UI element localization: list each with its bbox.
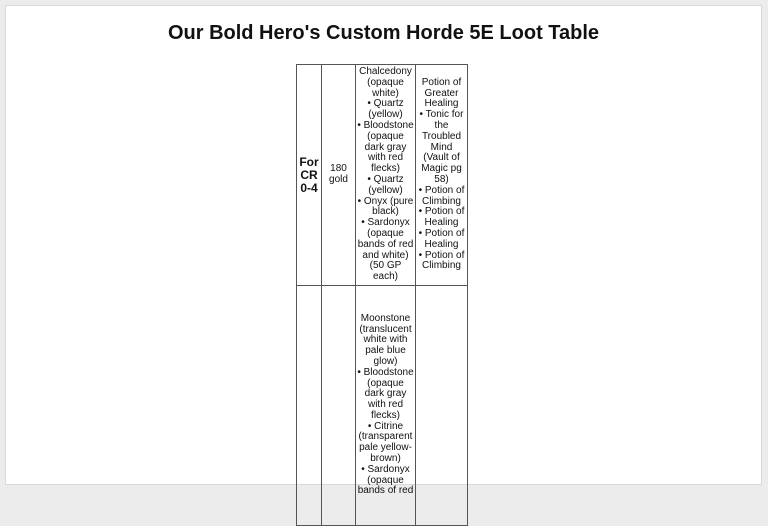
gem-line: • Sardonyx (opaque bands of red and white) [357, 217, 414, 261]
magic-items-cell [416, 286, 468, 526]
gem-line: (50 GP each) [369, 260, 402, 283]
gem-line: • Quartz (yellow) [367, 174, 404, 196]
gem-line: Chalcedony (opaque white) [359, 66, 412, 99]
cr-cell [297, 286, 322, 526]
magic-line: Potion of Greater Healing [421, 76, 462, 110]
gems-cell [356, 286, 416, 526]
magic-line: • Potion of Climbing [418, 249, 465, 272]
loot-table [296, 64, 468, 526]
magic-line: • Potion of Healing [418, 206, 465, 229]
table-row [297, 65, 468, 286]
gem-line: • Onyx (pure black) [357, 195, 414, 218]
gem-line: • Citrine (transparent pale yellow-brown) [358, 420, 413, 465]
page-title: Our Bold Hero's Custom Horde 5E Loot Table [167, 22, 600, 44]
coins-cell: 180 gold [322, 65, 356, 286]
magic-line: • Potion of Climbing [418, 184, 465, 207]
gem-line: Moonstone (translucent white with pale blue glow) [359, 312, 412, 367]
cr-cell: For CR 0-4 [297, 65, 322, 286]
gem-line: • Bloodstone (opaque dark gray with red flecks) [357, 366, 414, 421]
gem-line: • Sardonyx (opaque bands of red [357, 463, 414, 497]
document-page [5, 5, 762, 497]
table-row [297, 286, 468, 526]
gem-line: • Quartz (yellow) [367, 98, 404, 121]
coins-cell [322, 286, 356, 526]
gem-line: • Bloodstone (opaque dark gray with red flecks) [357, 120, 414, 175]
magic-items-cell [416, 65, 468, 286]
magic-line: • Tonic for the Troubled Mind (Vault of Magic pg 58) [419, 109, 464, 185]
gems-cell [356, 65, 416, 286]
magic-line: • Potion of Healing [418, 227, 465, 250]
